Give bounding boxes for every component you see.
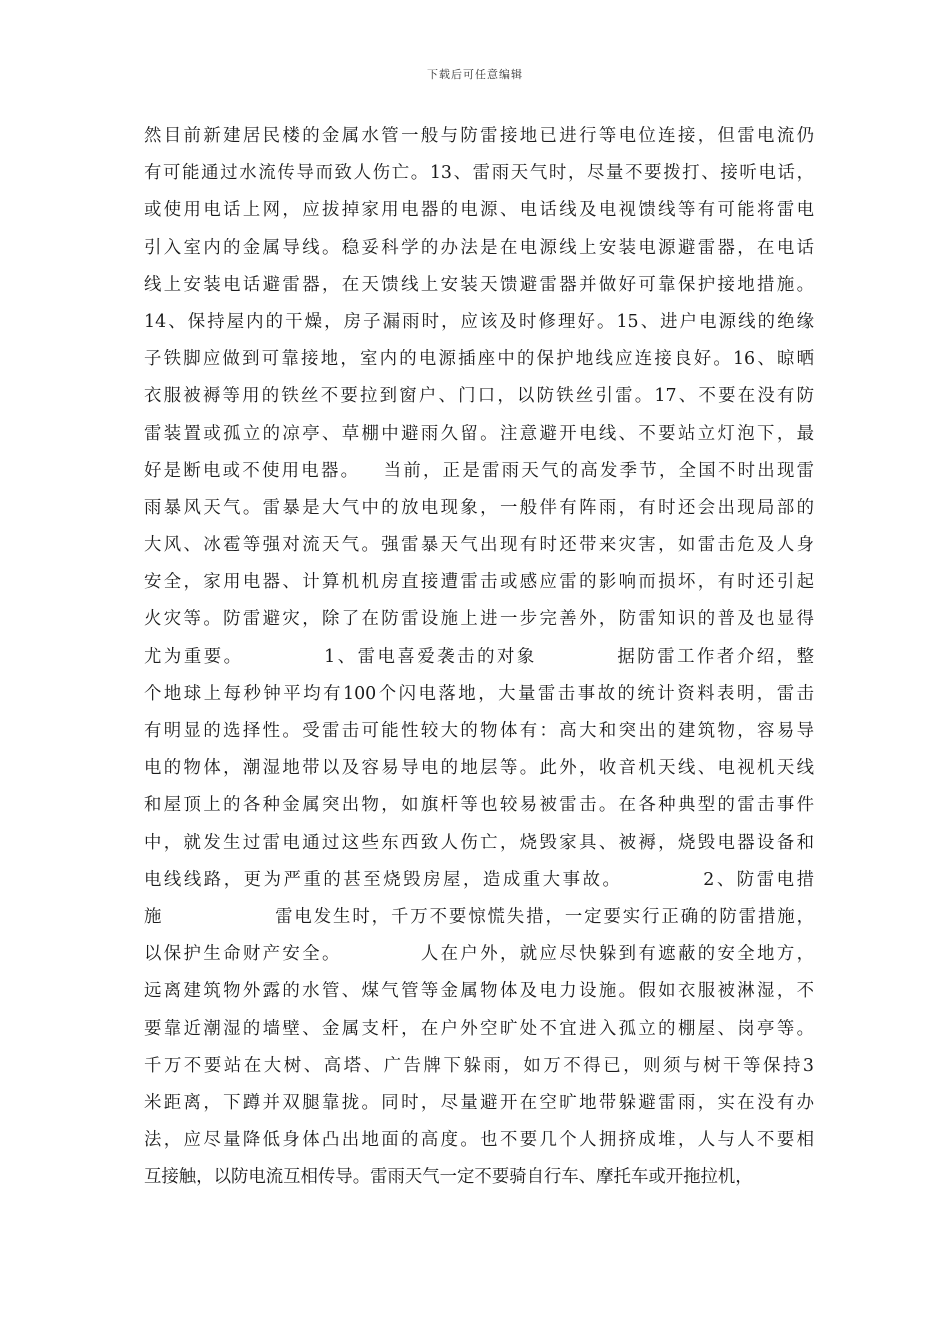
text-line: 有可能通过水流传导而致人伤亡。13、雷雨天气时，尽量不要拨打、接听电话，	[144, 163, 814, 184]
text-line: 线上安装电话避雷器，在天馈线上安装天馈避雷器并做好可靠保护接地措施。	[144, 274, 814, 295]
text-line: 安全，家用电器、计算机机房直接遭雷击或感应雷的影响而损坏，有时还引起	[144, 572, 814, 593]
text-line: 好是断电或不使用电器。 当前，正是雷雨天气的高发季节，全国不时出现雷	[144, 460, 814, 481]
text-line: 和屋顶上的各种金属突出物，如旗杆等也较易被雷击。在各种典型的雷击事件	[144, 795, 814, 816]
text-line: 大风、冰雹等强对流天气。强雷暴天气出现有时还带来灾害，如雷击危及人身	[144, 535, 814, 556]
text-line: 个地球上每秒钟平均有100个闪电落地，大量雷击事故的统计资料表明，雷击	[144, 683, 814, 704]
text-line: 法，应尽量降低身体凸出地面的高度。也不要几个人拥挤成堆，人与人不要相	[144, 1130, 814, 1151]
page-header-note: 下载后可任意编辑	[427, 68, 523, 81]
text-line: 14、保持屋内的干燥，房子漏雨时，应该及时修理好。15、进户电源线的绝缘	[144, 311, 814, 332]
text-line: 米距离，下蹲并双腿靠拢。同时，尽量避开在空旷地带躲避雷雨，实在没有办	[144, 1092, 814, 1113]
text-line: 子铁脚应做到可靠接地，室内的电源插座中的保护地线应连接良好。16、晾晒	[144, 349, 814, 370]
text-line: 尤为重要。 1、雷电喜爱袭击的对象 据防雷工作者介绍，整	[144, 646, 814, 667]
text-line: 或使用电话上网，应拔掉家用电器的电源、电话线及电视馈线等有可能将雷电	[144, 200, 814, 221]
text-line: 电线线路，更为严重的甚至烧毁房屋，造成重大事故。 2、防雷电措	[144, 869, 814, 890]
text-line: 中，就发生过雷电通过这些东西致人伤亡，烧毁家具、被褥，烧毁电器设备和	[144, 832, 814, 853]
text-line: 以保护生命财产安全。 人在户外，就应尽快躲到有遮蔽的安全地方，	[144, 944, 814, 965]
text-line: 衣服被褥等用的铁丝不要拉到窗户、门口，以防铁丝引雷。17、不要在没有防	[144, 386, 814, 407]
text-line: 施 雷电发生时，千万不要惊慌失措，一定要实行正确的防雷措施，	[144, 906, 814, 927]
text-line: 引入室内的金属导线。稳妥科学的办法是在电源线上安装电源避雷器，在电话	[144, 237, 814, 258]
text-line: 要靠近潮湿的墙壁、金属支杆，在户外空旷处不宜进入孤立的棚屋、岗亭等。	[144, 1018, 814, 1039]
text-line: 有明显的选择性。受雷击可能性较大的物体有：高大和突出的建筑物，容易导	[144, 721, 814, 741]
text-line: 互接触，以防电流互相传导。雷雨天气一定不要骑自行车、摩托车或开拖拉机，	[144, 1167, 753, 1188]
text-line: 雨暴风天气。雷暴是大气中的放电现象，一般伴有阵雨，有时还会出现局部的	[144, 497, 814, 518]
text-line: 电的物体，潮湿地带以及容易导电的地层等。此外，收音机天线、电视机天线	[144, 758, 814, 779]
body-text	[144, 118, 814, 1196]
text-line: 火灾等。防雷避灾，除了在防雷设施上进一步完善外，防雷知识的普及也显得	[144, 609, 814, 630]
text-line: 然目前新建居民楼的金属水管一般与防雷接地已进行等电位连接，但雷电流仍	[144, 126, 814, 146]
text-line: 远离建筑物外露的水管、煤气管等金属物体及电力设施。假如衣服被淋湿，不	[144, 981, 814, 1002]
text-line: 千万不要站在大树、高塔、广告牌下躲雨，如万不得已，则须与树干等保持3	[144, 1055, 814, 1076]
text-line: 雷装置或孤立的凉亭、草棚中避雨久留。注意避开电线、不要站立灯泡下，最	[144, 423, 814, 444]
